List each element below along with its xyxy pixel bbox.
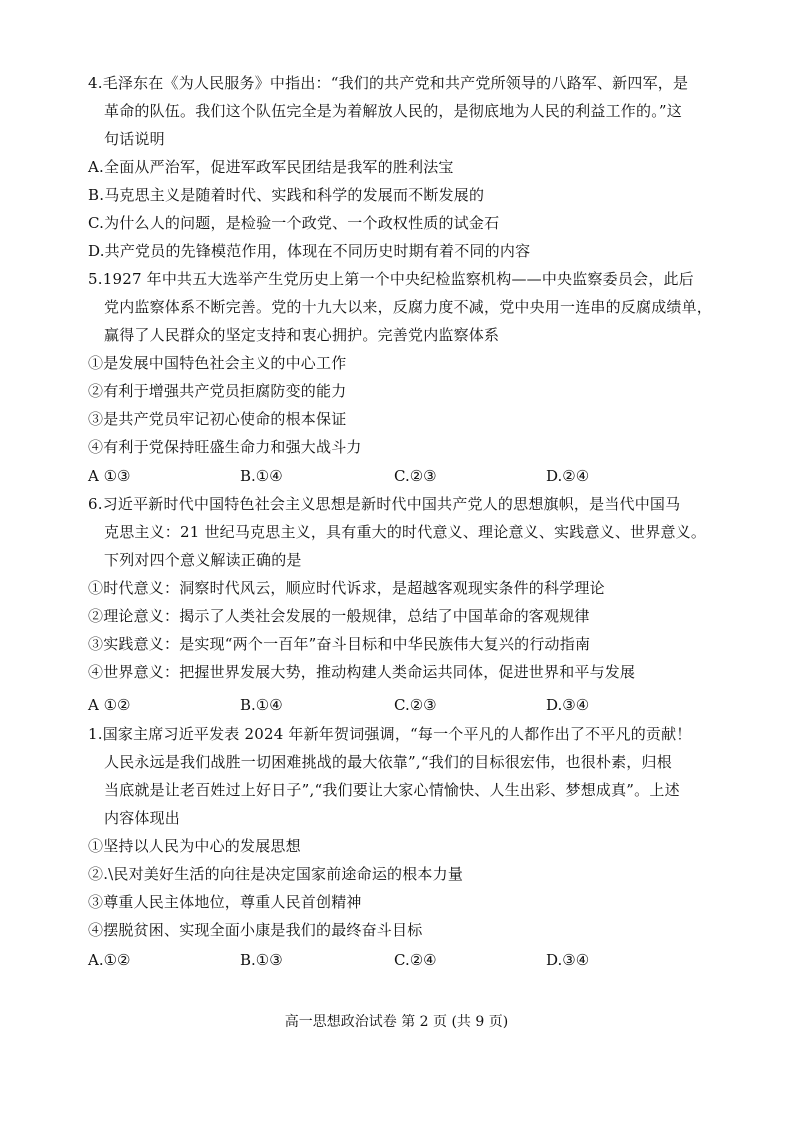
q6-item-4: ④世界意义：把握世界发展大势，推动构建人类命运共同体，促进世界和平与发展 <box>88 663 636 681</box>
q4-option-a: A.全面从严治军，促进军政军民团结是我军的胜利法宝 <box>88 158 454 176</box>
q6-choice-b: B.①④ <box>240 696 283 714</box>
q6-item-1: ①时代意义：洞察时代风云，顺应时代诉求，是超越客观现实条件的科学理论 <box>88 579 605 597</box>
q6-item-3: ③实践意义：是实现“两个一百年”奋斗目标和中华民族伟大复兴的行动指南 <box>88 635 591 653</box>
q7-choice-b: B.①③ <box>240 951 283 969</box>
q5-stem-line-2: 党内监察体系不断完善。党的十九大以来，反腐力度不减，党中央用一连串的反腐成绩单， <box>104 298 713 316</box>
q7-choice-a: A.①② <box>88 951 131 969</box>
q6-stem-line-2: 克思主义：21 世纪马克思主义，具有重大的时代意义、理论意义、实践意义、世界意义。 <box>104 523 707 541</box>
q5-item-2: ②有利于增强共产党员拒腐防变的能力 <box>88 382 347 400</box>
q6-choice-a: A ①② <box>88 696 131 714</box>
q6-choice-c: C.②③ <box>394 696 437 714</box>
q5-stem-line-1: 5.1927 年中共五大选举产生党历史上第一个中央纪检监察机构——中央监察委员会，此后 <box>88 270 694 288</box>
q6-item-2: ②理论意义：揭示了人类社会发展的一般规律，总结了中国革命的客观规律 <box>88 607 590 625</box>
q4-stem-line-2: 革命的队伍。我们这个队伍完全是为着解放人民的，是彻底地为人民的利益工作的。”这 <box>104 102 682 120</box>
q7-item-4: ④摆脱贫困、实现全面小康是我们的最终奋斗目标 <box>88 921 423 939</box>
q7-stem-line-4: 内容体现出 <box>104 809 181 827</box>
q4-option-b: B.马克思主义是随着时代、实践和科学的发展而不断发展的 <box>88 186 485 204</box>
q5-choice-c: C.②③ <box>394 467 437 485</box>
q7-choice-d: D.③④ <box>546 951 590 969</box>
q4-option-c: C.为什么人的问题，是检验一个政党、一个政权性质的试金石 <box>88 214 500 232</box>
q6-choice-d: D.③④ <box>546 696 590 714</box>
q5-choice-d: D.②④ <box>546 467 590 485</box>
q6-stem-line-3: 下列对四个意义解读正确的是 <box>104 551 302 569</box>
q5-item-1: ①是发展中国特色社会主义的中心工作 <box>88 354 347 372</box>
q7-stem-line-3: 当底就是让老百姓过上好日子”,“我们要让大家心情愉快、人生出彩、梦想成真”。上述 <box>104 781 680 799</box>
q7-stem-line-1: 1.国家主席习近平发表 2024 年新年贺词强调，“每一个平凡的人都作出了不平凡的贡献！ <box>88 725 692 743</box>
q5-item-4: ④有利于党保持旺盛生命力和强大战斗力 <box>88 438 362 456</box>
q7-item-3: ③尊重人民主体地位，尊重人民首创精神 <box>88 893 362 911</box>
q7-choice-c: C.②④ <box>394 951 437 969</box>
q4-stem-line-3: 句话说明 <box>104 130 165 148</box>
q4-stem-line-1: 4.毛泽东在《为人民服务》中指出：“我们的共产党和共产党所领导的八路军、新四军，是 <box>88 74 689 92</box>
q6-stem-line-1: 6.习近平新时代中国特色社会主义思想是新时代中国共产党人的思想旗帜，是当代中国马 <box>88 495 681 513</box>
q7-item-2: ②.\民对美好生活的向往是决定国家前途命运的根本力量 <box>88 865 464 883</box>
q5-choice-b: B.①④ <box>240 467 283 485</box>
q7-item-1: ①坚持以人民为中心的发展思想 <box>88 837 301 855</box>
q5-choice-a: A ①③ <box>88 467 131 485</box>
q5-item-3: ③是共产党员牢记初心使命的根本保证 <box>88 410 347 428</box>
q7-stem-line-2: 人民永远是我们战胜一切困难挑战的最大依靠”,“我们的目标很宏伟，也很朴素，归根 <box>104 753 672 771</box>
page-footer: 高一思想政治试卷 第 2 页 (共 9 页) <box>284 1014 509 1030</box>
q4-option-d: D.共产党员的先锋模范作用，体现在不同历史时期有着不同的内容 <box>88 242 531 260</box>
q5-stem-line-3: 赢得了人民群众的坚定支持和衷心拥护。完善党内监察体系 <box>104 326 500 344</box>
